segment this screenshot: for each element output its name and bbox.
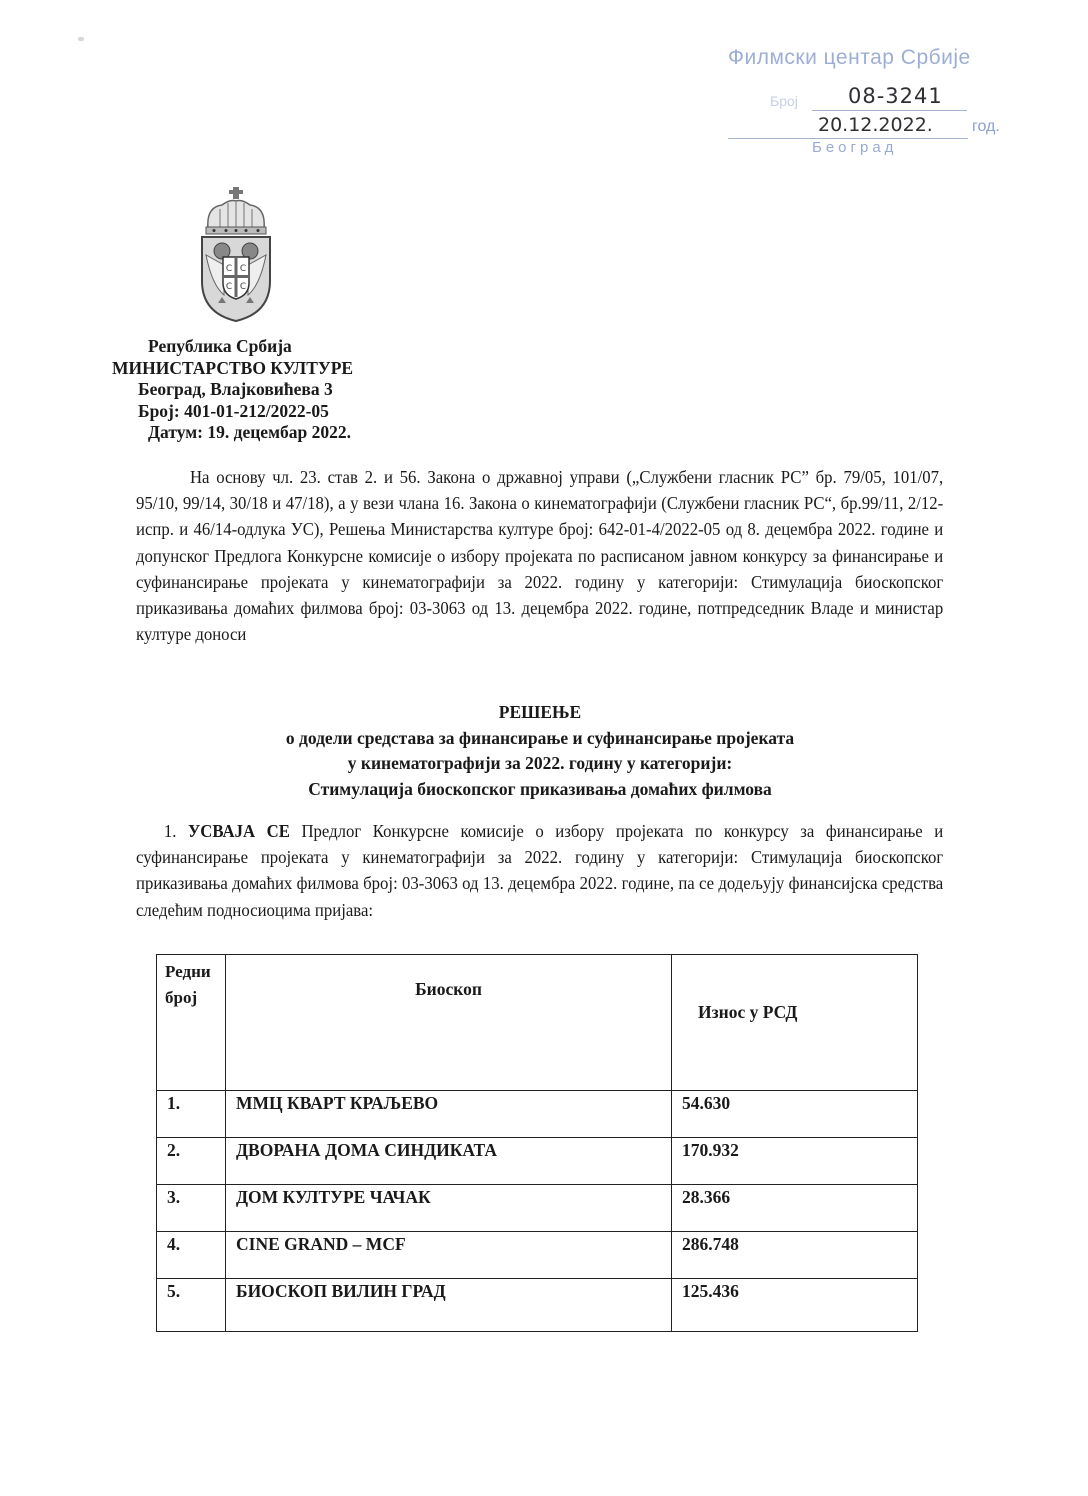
stamp-year-suffix: год. [972,118,1000,135]
row-number: 5. [157,1279,226,1332]
item-bold-lead: УСВАЈА СЕ [188,821,290,841]
item-number: 1. [163,821,177,841]
table-row [157,1279,918,1332]
row-cinema: ММЦ КВАРТ КРАЉЕВО [226,1091,672,1138]
row-cinema: CINE GRAND – MCF [226,1232,672,1279]
row-number: 1. [157,1091,226,1138]
row-number: 2. [157,1138,226,1185]
row-number: 3. [157,1185,226,1232]
decision-subtitle-1: о додели средстава за финансирање и суфинансирање пројеката [285,727,795,748]
legal-basis-paragraph: На основу чл. 23. став 2. и 56. Закона о државној управи („Службени гласник РС” бр. 79/05, 101/07, 95/10, 99/14, 30/18 и 47/18), а у вези члана 16. Закона о кинематографији (Службени гласник РС“, бр.99/11, 2/12-испр. и 46/14-одлука УС), Решења Министарства културе број: 642-01-4/2022-05 од 8. децембра 2022. године и допунског Предлога Конкурсне комисије о избору пројеката по расписаном јавном конкурсу за финансирање и суфинансирање пројеката у кинематографији за 2022. годину у категорији: Стимулација биоскопског приказивања домаћих филмова број: 03-3063 од 13. децембра 2022. године, потпредседник Владе и министар културе доноси [136,467,944,645]
stamp-number-label: Број [770,93,798,109]
header-cinema: Биоскоп [226,955,672,1091]
row-amount: 28.366 [672,1185,918,1232]
stamp-date: 20.12.2022. [818,114,933,136]
table-row [157,1185,918,1232]
stamp-organization: Филмски центар Србије [728,46,971,69]
svg-text:С: С [239,264,247,274]
grants-table [156,954,918,1332]
table-row [157,1138,918,1185]
table-header-row [157,955,918,1091]
decision-title-block [160,700,920,802]
decision-subtitle-2: у кинематографији за 2022. годину у категорији: [347,753,733,773]
issuer-country: Република Србија [148,336,292,356]
scan-speck [78,37,84,41]
row-amount: 286.748 [672,1232,918,1279]
row-amount: 170.932 [672,1138,918,1185]
item-text: Предлог Конкурсне комисије о избору пројеката по конкурсу за финансирање и суфинансирање пројеката у кинематографији за 2022. годину у категорији: Стимулација биоскопског приказивања домаћих филмова број: 03-3063 од 13. децембра 2022. године, па се додељују финансијска средства следећим подносиоцима пријава: [136,821,944,920]
header-ordinal [157,955,226,1091]
decision-subtitle-3: Стимулација биоскопског приказивања домаћих филмова [308,778,772,799]
reception-stamp [720,44,1030,164]
header-ordinal-line2: број [165,988,198,1007]
svg-text:С: С [225,264,233,274]
header-amount: Износ у РСД [672,955,918,1091]
issuer-ministry: МИНИСТАРСТВО КУЛТУРЕ [112,357,354,378]
document-date: Датум: 19. децембар 2022. [148,422,351,442]
row-cinema: БИОСКОП ВИЛИН ГРАД [226,1279,672,1332]
row-cinema: ДВОРАНА ДОМА СИНДИКАТА [226,1138,672,1185]
svg-text:С: С [225,282,233,292]
row-amount: 54.630 [672,1091,918,1138]
table-row [157,1232,918,1279]
svg-text:С: С [239,282,247,292]
coat-of-arms-icon [196,185,276,325]
stamp-number-line [812,110,967,111]
decision-item-1 [136,818,943,923]
stamp-number: 08-3241 [848,84,943,108]
row-number: 4. [157,1232,226,1279]
row-amount: 125.436 [672,1279,918,1332]
document-reference: Број: 401-01-212/2022-05 [138,400,329,421]
stamp-city: Београд [812,139,898,156]
issuer-header [112,336,412,444]
decision-title: РЕШЕЊЕ [498,702,582,722]
issuer-address: Београд, Влајковићева 3 [138,379,333,399]
row-cinema: ДОМ КУЛТУРЕ ЧАЧАК [226,1185,672,1232]
header-ordinal-line1: Редни [165,962,211,981]
table-row [157,1091,918,1138]
